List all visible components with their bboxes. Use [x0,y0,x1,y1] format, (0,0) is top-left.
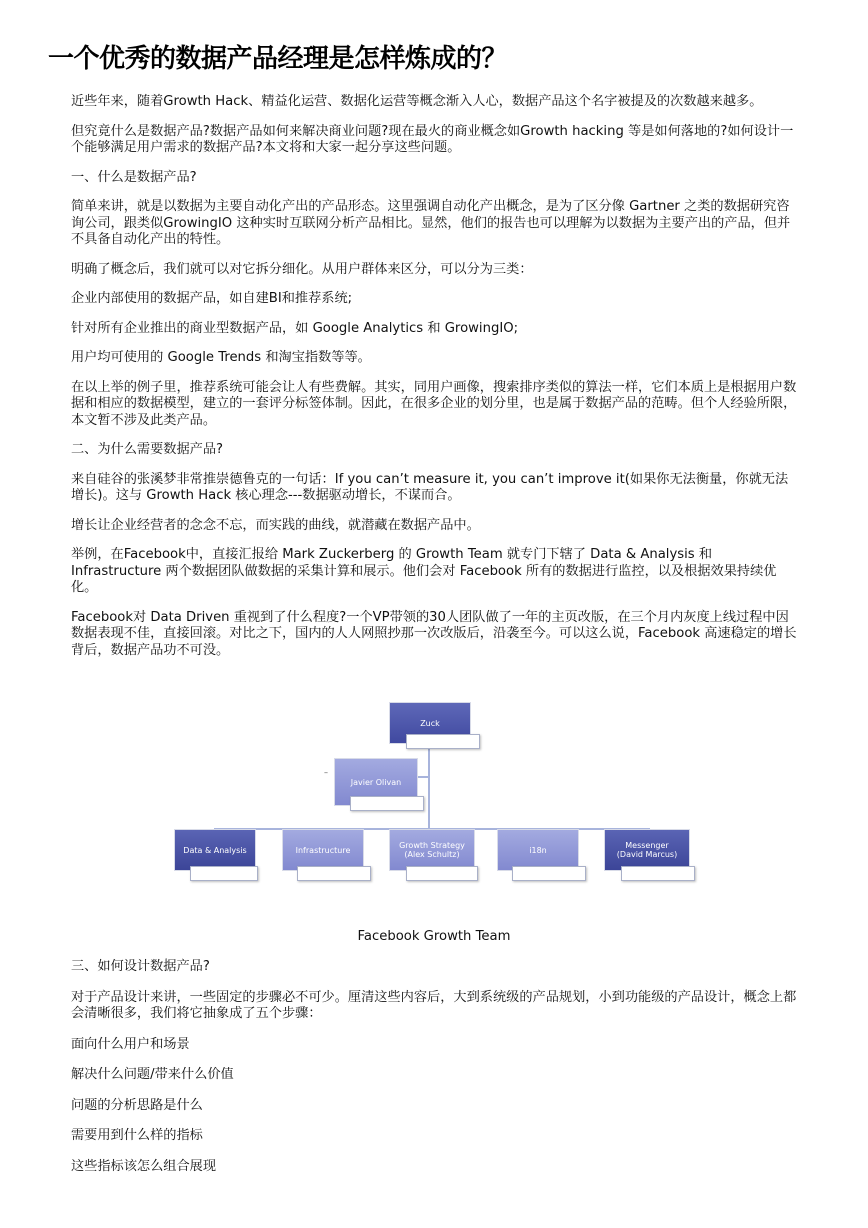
figure-caption: Facebook Growth Team [357,929,511,944]
org-node-placeholder [190,866,258,881]
paragraph: 但究竟什么是数据产品?数据产品如何来解决商业问题?现在最火的商业概念如Growth hacking 等是如何落地的?如何设计一个能够满足用户需求的数据产品?本文将和大家一起分享这些问题。 [71,123,794,155]
org-node-growth-strategy [389,829,475,871]
org-node-data-analysis [174,829,256,871]
list-item: 解决什么问题/带来什么价值 [71,1067,234,1082]
list-item: 需要用到什么样的指标 [71,1128,203,1143]
list-item: 针对所有企业推出的商业型数据产品，如 Google Analytics 和 GrowingIO; [71,320,519,336]
article-body-continued [71,959,801,1189]
org-node-infrastructure [282,829,364,871]
org-node-label: i18n [529,845,547,855]
org-node-label: Infrastructure [295,845,351,855]
org-node-placeholder [406,734,480,749]
paragraph: 来自硅谷的张溪梦非常推崇德鲁克的一句话：If you can’t measure it, you can’t improve it(如果你无法衡量，你就无法增长)。这与 Growth Hack 核心理念---数据驱动增长，不谋而合。 [71,471,789,503]
paragraph: Facebook对 Data Driven 重视到了什么程度?一个VP带领的30人团队做了一年的主页改版，在三个月内灰度上线过程中因数据表现不佳，直接回滚。对比之下，国内的人人网照抄那一次改版后，沿袭至今。可以这么说，Facebook 高速稳定的增长背后，数据产品功不可没。 [71,609,797,658]
list-item: 这些指标该怎么组合展现 [71,1158,217,1174]
list-item: 问题的分析思路是什么 [71,1097,203,1113]
org-node-label: Growth Strategy (Alex Schultz) [399,841,465,859]
paragraph: 近些年来，随着Growth Hack、精益化运营、数据化运营等概念渐入人心，数据产品这个名字被提及的次数越来越多。 [71,94,763,109]
org-node-placeholder [350,796,424,811]
list-item: 企业内部使用的数据产品，如自建BI和推荐系统; [71,291,353,306]
org-chart-figure [170,698,700,888]
org-node-i18n [497,829,579,871]
connector-line [428,742,430,830]
list-item: 用户均可使用的 Google Trends 和淘宝指数等等。 [71,350,371,365]
org-node-label: Javier Olivan [350,777,402,787]
manager-mark: – [324,768,328,777]
org-node-placeholder [406,866,478,881]
paragraph: 简单来讲，就是以数据为主要自动化产出的产品形态。这里强调自动化产出概念，是为了区分像 Gartner 之类的数据研究咨询公司，跟类似GrowingIO 这种实时互联网分析产品相比。显然，他们的报告也可以理解为以数据为主要产出的产品，但并不具备自动化产出的特性。 [71,199,791,247]
org-node-messenger [604,829,690,871]
list-item: 面向什么用户和场景 [71,1036,190,1052]
org-node-placeholder [297,866,371,881]
paragraph: 对于产品设计来讲，一些固定的步骤必不可少。厘清这些内容后，大到系统级的产品规划，小到功能级的产品设计，概念上都会清晰很多，我们将它抽象成了五个步骤： [71,989,797,1021]
org-node-placeholder [621,866,695,881]
article-body [71,94,801,672]
section-heading: 三、如何设计数据产品? [71,959,210,974]
org-node-placeholder [512,866,586,881]
paragraph: 举例，在Facebook中，直接汇报给 Mark Zuckerberg 的 Growth Team 就专门下辖了 Data & Analysis 和 Infrastructure 两个数据团队做数据的采集计算和展示。他们会对 Facebook 所有的数据进行监控，以及根据效果持续优化。 [71,547,777,595]
paragraph: 明确了概念后，我们就可以对它拆分细化。从用户群体来区分，可以分为三类： [71,261,533,277]
org-node-label: Data & Analysis [183,845,247,855]
org-node-label: Messenger (David Marcus) [616,841,678,859]
org-node-label: Zuck [420,718,440,728]
paragraph: 在以上举的例子里，推荐系统可能会让人有些费解。其实，同用户画像，搜索排序类似的算法一样，它们本质上是根据用户数据和相应的数据模型，建立的一套评分标签体制。因此，在很多企业的划分里，也是属于数据产品的范畴。但个人经验所限，本文暂不涉及此类产品。 [71,379,797,428]
section-heading: 一、什么是数据产品? [71,169,197,185]
paragraph: 增长让企业经营者的念念不忘，而实践的曲线，就潜藏在数据产品中。 [71,517,480,533]
article-title: 一个优秀的数据产品经理是怎样炼成的？ [48,44,508,74]
section-heading: 二、为什么需要数据产品? [71,442,224,457]
connector-line [417,776,430,778]
